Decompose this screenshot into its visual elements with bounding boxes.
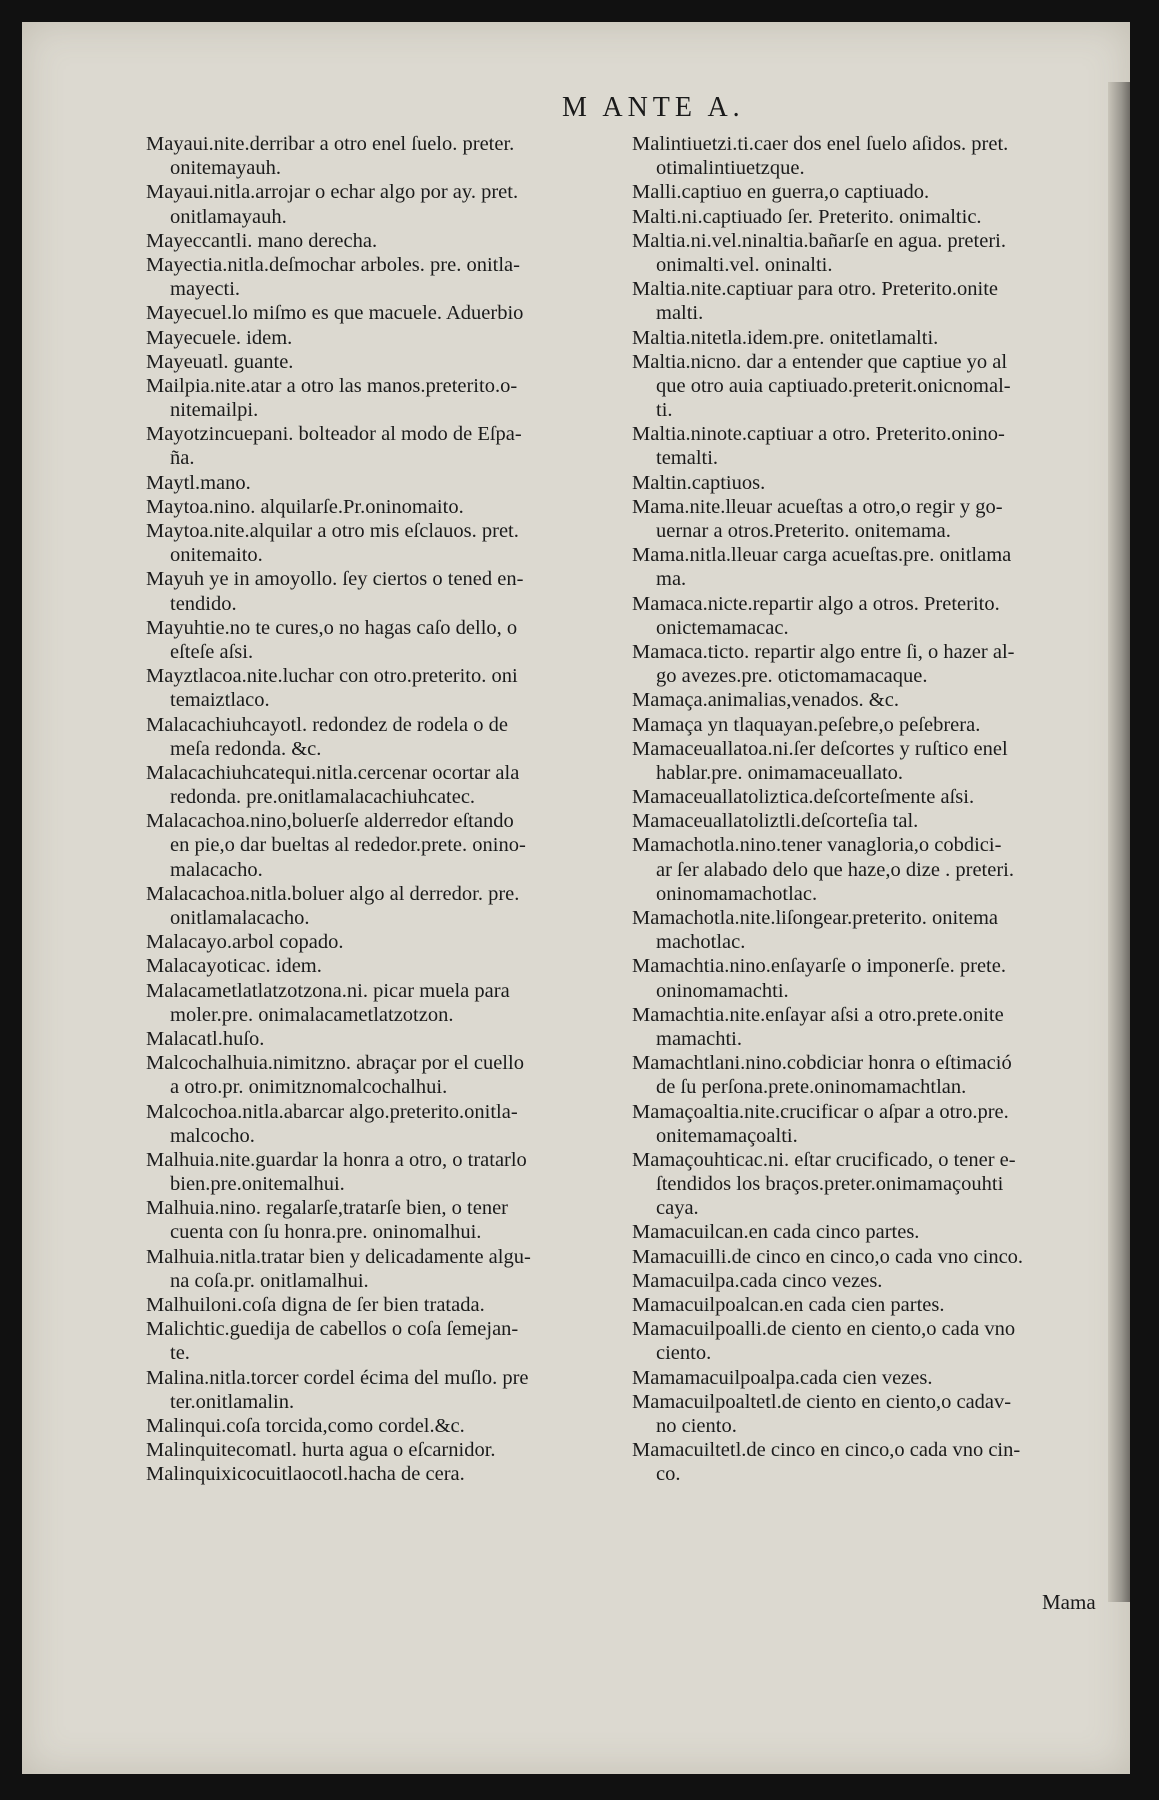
dictionary-line: Mama.nite.lleuar acueſtas a otro,o regir y go-	[632, 495, 1003, 518]
dictionary-line: Malintiuetzi.ti.caer dos enel ſuelo aſidos. pret.	[632, 133, 1009, 155]
dictionary-line: Malinquitecomatl. hurta agua o eſcarnidor.	[146, 1439, 496, 1462]
dictionary-line: oninomamachti.	[656, 979, 789, 1002]
dictionary-line: temaiztlaco.	[170, 689, 270, 712]
dictionary-line: Mayectia.nitla.deſmochar arboles. pre. onitla-	[146, 253, 520, 276]
dictionary-line: Malinqui.coſa torcida,como cordel.&c.	[146, 1414, 465, 1437]
dictionary-line: Malichtic.guedija de cabellos o coſa ſemejan-	[146, 1318, 519, 1341]
dictionary-line: Mamaceuallatoa.ni.ſer deſcortes y ruſtico enel	[632, 737, 1008, 760]
dictionary-line: Malcochoa.nitla.abarcar algo.preterito.onitla-	[146, 1100, 518, 1123]
dictionary-line: Maytoa.nite.alquilar a otro mis eſclauos. pret.	[146, 520, 519, 542]
dictionary-line: onictemamacac.	[656, 616, 789, 639]
dictionary-line: Mamachtia.nite.enſayar aſsi a otro.prete.onite	[632, 1003, 1004, 1026]
dictionary-line: Mayztlacoa.nite.luchar con otro.preterito. oni	[146, 665, 518, 688]
dictionary-line: Mamaca.nicte.repartir algo a otros. Preterito.	[632, 592, 1000, 615]
catchword: Mama	[1042, 1590, 1096, 1614]
dictionary-line: Maytl.mano.	[146, 471, 251, 494]
dictionary-line: Mamacuiltetl.de cinco en cinco,o cada vno cin-	[632, 1439, 1021, 1462]
dictionary-line: ma.	[656, 568, 687, 591]
dictionary-line: a otro.pr. onimitznomalcochalhui.	[170, 1076, 448, 1099]
dictionary-line: temalti.	[656, 447, 719, 470]
dictionary-line: de ſu perſona.prete.oninomamachtlan.	[656, 1076, 967, 1099]
dictionary-line: meſa redonda. &c.	[170, 737, 322, 760]
right-column	[632, 132, 1110, 1487]
dictionary-line: Mamamacuilpoalpa.cada cien vezes.	[632, 1366, 933, 1389]
dictionary-line: Maltia.nitetla.idem.pre. onitetlamalti.	[632, 326, 939, 349]
dictionary-line: Maltia.nite.captiuar para otro. Preterito.onite	[632, 278, 999, 301]
dictionary-line: go avezes.pre. otictomamacaque.	[656, 665, 928, 688]
dictionary-line: malti.	[656, 302, 704, 325]
dictionary-line: Malacayoticac. idem.	[146, 955, 322, 978]
dictionary-line: Mamaçoaltia.nite.crucificar o aſpar a otro.pre.	[632, 1100, 1009, 1123]
dictionary-line: mamachti.	[656, 1027, 742, 1050]
dictionary-line: Maltia.ninote.captiuar a otro. Preterito.onino-	[632, 423, 1005, 446]
dictionary-line: Mamaceuallatoliztli.deſcorteſia tal.	[632, 810, 919, 833]
dictionary-line: cuenta con ſu honra.pre. oninomalhui.	[170, 1221, 482, 1244]
dictionary-line: ſtendidos los braços.preter.onimamaçouhti	[656, 1173, 1004, 1196]
dictionary-line: ter.onitlamalin.	[170, 1390, 295, 1413]
dictionary-line: onitlamayauh.	[170, 205, 287, 228]
dictionary-line: ña.	[170, 447, 195, 470]
dictionary-line: ti.	[656, 399, 673, 422]
dictionary-line: eſteſe aſsi.	[170, 640, 254, 663]
dictionary-line: caya.	[656, 1197, 699, 1220]
dictionary-line: onitlamalacacho.	[170, 907, 310, 929]
dictionary-line: onitemayauh.	[170, 157, 282, 180]
dictionary-line: onitemaito.	[170, 544, 263, 567]
dictionary-line: Mamaceuallatoliztica.deſcorteſmente aſsi.	[632, 786, 975, 809]
adjacent-page-edge	[1108, 82, 1130, 1602]
dictionary-line: te.	[170, 1342, 190, 1365]
dictionary-line: malacacho.	[170, 858, 263, 881]
dictionary-line: en pie,o dar bueltas al rededor.prete. onino-	[170, 834, 526, 857]
book-page	[22, 22, 1130, 1774]
dictionary-line: Mamaça.animalias,venados. &c.	[632, 689, 899, 712]
dictionary-line: Mayuhtie.no te cures,o no hagas caſo dello, o	[146, 616, 518, 639]
dictionary-line: Malinquixicocuitlaocotl.hacha de cera.	[146, 1463, 465, 1486]
dictionary-line: Mayotzincuepani. bolteador al modo de Eſpa-	[146, 423, 522, 446]
dictionary-line: nitemailpi.	[170, 399, 259, 422]
dictionary-line: Malacachoa.nitla.boluer algo al derredor. pre.	[146, 882, 520, 905]
dictionary-line: co.	[656, 1463, 681, 1486]
running-header: M ANTE A.	[562, 92, 745, 123]
dictionary-line: oninomamachotlac.	[656, 882, 818, 905]
dictionary-line: Malina.nitla.torcer cordel écima del muſlo. pre	[146, 1366, 529, 1389]
dictionary-line: machotlac.	[656, 931, 746, 954]
dictionary-line: Malti.ni.captiuado ſer. Preterito. onimaltic.	[632, 205, 982, 228]
dictionary-line: Malli.captiuo en guerra,o captiuado.	[632, 181, 930, 204]
dictionary-line: Malacachiuhcayotl. redondez de rodela o de	[146, 713, 508, 736]
dictionary-line: Mamacuilpoaltetl.de ciento en ciento,o cadav-	[632, 1390, 1012, 1413]
dictionary-line: Malhuia.nite.guardar la honra a otro, o tratarlo	[146, 1148, 527, 1171]
dictionary-line: hablar.pre. onimamaceuallato.	[656, 761, 904, 784]
dictionary-line: onimalti.vel. oninalti.	[656, 253, 833, 276]
dictionary-line: Mayecuel.lo miſmo es que macuele. Aduerbio	[146, 302, 524, 325]
dictionary-line: Maltia.ni.vel.ninaltia.bañarſe en agua. preteri.	[632, 229, 1006, 252]
dictionary-line: Maltia.nicno. dar a entender que captiue yo al	[632, 350, 1008, 373]
left-column	[146, 132, 624, 1487]
dictionary-line: Mayeccantli. mano derecha.	[146, 229, 378, 252]
dictionary-line: Mamaça yn tlaquayan.peſebre,o peſebrera.	[632, 713, 981, 736]
dictionary-line: uernar a otros.Preterito. onitemama.	[656, 520, 951, 542]
dictionary-line: ar ſer alabado delo que haze,o dize . preteri.	[656, 858, 1014, 881]
dictionary-line: redonda. pre.onitlamalacachiuhcatec.	[170, 786, 476, 809]
dictionary-line: tendido.	[170, 592, 237, 615]
dictionary-line: otimalintiuetzque.	[656, 157, 805, 180]
dictionary-line: Mamaçouhticac.ni. eſtar crucificado, o tener e-	[632, 1148, 1016, 1171]
dictionary-line: bien.pre.onitemalhui.	[170, 1173, 345, 1196]
dictionary-line: Malacachiuhcatequi.nitla.cercenar ocortar ala	[146, 761, 520, 784]
dictionary-line: Maltin.captiuos.	[632, 471, 766, 494]
dictionary-line: mayecti.	[170, 278, 241, 301]
dictionary-line: Mayeuatl. guante.	[146, 350, 294, 373]
dictionary-line: Mailpia.nite.atar a otro las manos.preterito.o-	[146, 374, 518, 397]
dictionary-line: Mamacuilcan.en cada cinco partes.	[632, 1221, 920, 1244]
dictionary-line: ciento.	[656, 1342, 712, 1365]
dictionary-line: Mamachtlani.nino.cobdiciar honra o eſtimació	[632, 1052, 1012, 1075]
dictionary-line: Maytoa.nino. alquilarſe.Pr.oninomaito.	[146, 495, 464, 518]
dictionary-line: Malacametlatlatzotzona.ni. picar muela para	[146, 979, 510, 1002]
dictionary-line: Mayuh ye in amoyollo. ſey ciertos o tened en-	[146, 568, 524, 591]
dictionary-line: Mayaui.nitla.arrojar o echar algo por ay. pret.	[146, 181, 519, 204]
dictionary-line: que otro auia captiuado.preterit.onicnomal-	[656, 374, 1011, 397]
dictionary-line: Malacachoa.nino,boluerſe alderredor eſtando	[146, 810, 514, 833]
dictionary-line: Mayecuele. idem.	[146, 326, 293, 349]
dictionary-line: Mamacuilli.de cinco en cinco,o cada vno cinco.	[632, 1245, 1024, 1268]
dictionary-line: Mama.nitla.lleuar carga acueſtas.pre. onitlama	[632, 544, 1012, 567]
dictionary-line: Mamaca.ticto. repartir algo entre ſi, o hazer al-	[632, 640, 1015, 663]
dictionary-line: Malcochalhuia.nimitzno. abraçar por el cuello	[146, 1052, 524, 1075]
dictionary-line: Mamacuilpa.cada cinco vezes.	[632, 1269, 883, 1292]
dictionary-line: Malacatl.huſo.	[146, 1027, 265, 1050]
dictionary-line: Mamacuilpoalli.de ciento en ciento,o cada vno	[632, 1318, 1016, 1341]
dictionary-line: Malhuiloni.coſa digna de ſer bien tratada.	[146, 1294, 485, 1316]
dictionary-line: Malacayo.arbol copado.	[146, 931, 344, 954]
dictionary-line: Mamacuilpoalcan.en cada cien partes.	[632, 1294, 945, 1316]
dictionary-line: Malhuia.nino. regalarſe,tratarſe bien, o tener	[146, 1197, 509, 1220]
dictionary-line: Mayaui.nite.derribar a otro enel ſuelo. preter.	[146, 133, 515, 155]
dictionary-line: Mamachtia.nino.enſayarſe o imponerſe. prete.	[632, 955, 1006, 978]
dictionary-line: no ciento.	[656, 1414, 737, 1437]
dictionary-line: na coſa.pr. onitlamalhui.	[170, 1269, 369, 1292]
dictionary-line: onitemamaçoalti.	[656, 1124, 798, 1147]
dictionary-line: malcocho.	[170, 1124, 255, 1147]
dictionary-line: moler.pre. onimalacametlatzotzon.	[170, 1003, 454, 1026]
dictionary-line: Mamachotla.nino.tener vanagloria,o cobdici-	[632, 834, 1002, 857]
dictionary-line: Mamachotla.nite.liſongear.preterito. onitema	[632, 907, 999, 929]
dictionary-line: Malhuia.nitla.tratar bien y delicadamente algu-	[146, 1245, 531, 1268]
